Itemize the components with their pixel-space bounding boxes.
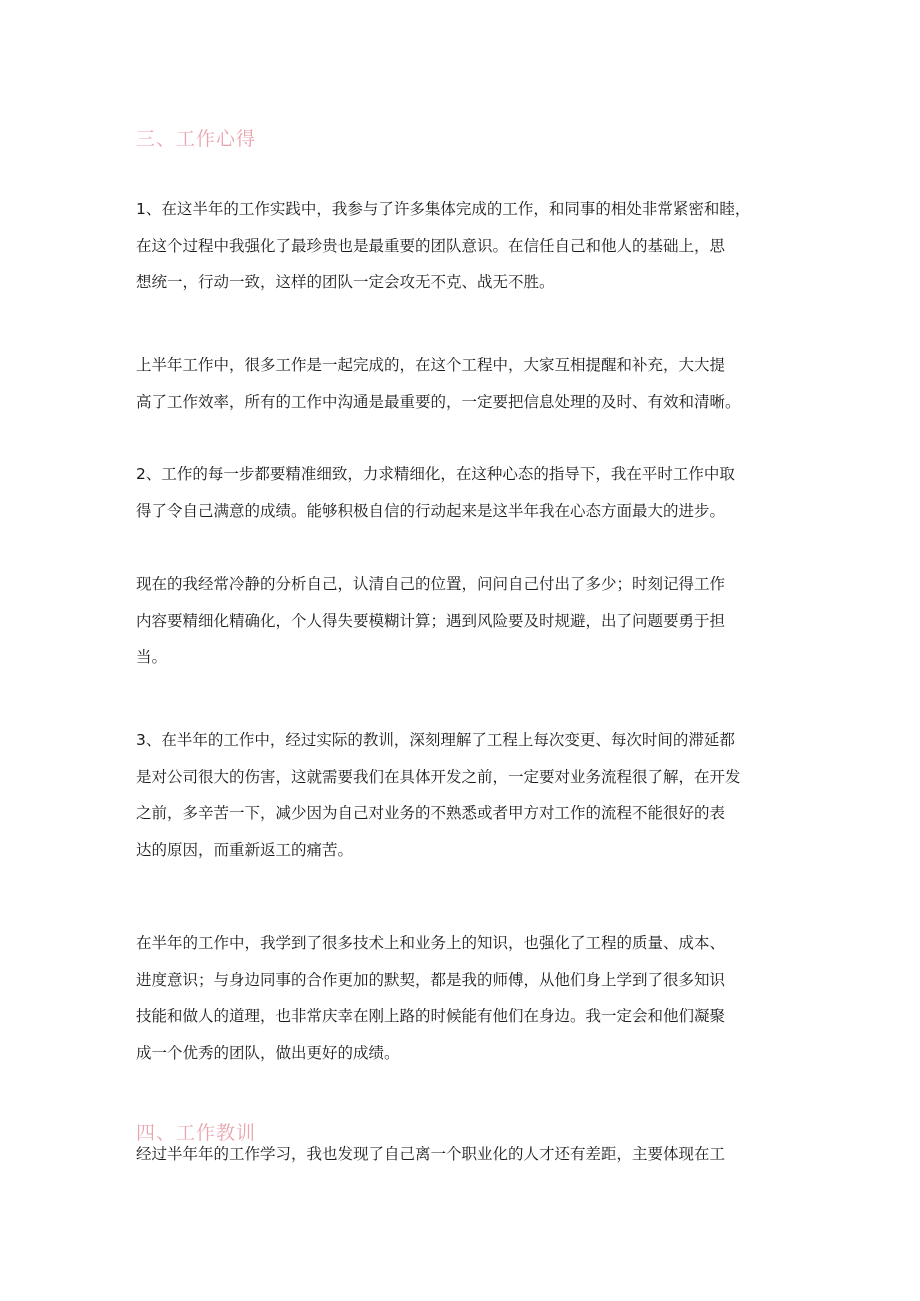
paragraph-precision	[136, 456, 796, 529]
text-line: 内容要精细化精确化，个人得失要模糊计算；遇到风险要及时规避，出了问题要勇于担	[136, 611, 726, 630]
text-line: 上半年工作中，很多工作是一起完成的，在这个工程中，大家互相提醒和补充，大大提	[136, 356, 726, 374]
text-line: 达的原因，而重新返工的痛苦。	[136, 840, 354, 859]
paragraph-learning	[136, 925, 796, 1071]
text-line: 现在的我经常冷静的分析自己，认清自己的位置，问问自己付出了多少；时刻记得工作	[136, 575, 726, 593]
paragraph-self-analysis	[136, 566, 796, 676]
text-line: 3、在半年的工作中，经过实际的教训，深刻理解了工程上每次变更、每次时间的滞延都	[136, 731, 735, 749]
text-line: 技能和做人的道理，也非常庆幸在刚上路的时候能有他们在身边。我一定会和他们凝聚	[136, 1007, 726, 1025]
text-line: 经过半年年的工作学习，我也发现了自己离一个职业化的人才还有差距，主要体现在工	[136, 1145, 726, 1163]
paragraph-teamwork	[136, 191, 796, 301]
text-line: 在半年的工作中，我学到了很多技术上和业务上的知识，也强化了工程的质量、成本、	[136, 934, 726, 952]
text-line: 进度意识；与身边同事的合作更加的默契，都是我的师傅，从他们身上学到了很多知识	[136, 970, 726, 989]
text-line: 高了工作效率，所有的工作中沟通是最重要的，一定要把信息处理的及时、有效和清晰。	[136, 392, 741, 411]
text-line: 得了令自己满意的成绩。能够积极自信的行动起来是这半年我在心态方面最大的进步。	[136, 501, 726, 520]
text-line: 成一个优秀的团队，做出更好的成绩。	[136, 1043, 400, 1062]
section-title-work-lessons: 四、工作教训	[136, 1122, 257, 1144]
text-line: 想统一，行动一致，这样的团队一定会攻无不克、战无不胜。	[136, 273, 555, 291]
text-line: 在这个过程中我强化了最珍贵也是最重要的团队意识。在信任自己和他人的基础上，思	[136, 236, 726, 255]
paragraph-lessons	[136, 722, 796, 868]
paragraph-communication	[136, 347, 796, 420]
text-line: 是对公司很大的伤害，这就需要我们在具体开发之前，一定要对业务流程很了解，在开发	[136, 767, 741, 786]
section-title-work-insights: 三、工作心得	[136, 128, 257, 150]
text-line: 当。	[136, 648, 168, 666]
paragraph-career-gap	[136, 1136, 796, 1173]
text-line: 1、在这半年的工作实践中，我参与了许多集体完成的工作，和同事的相处非常紧密和睦，	[136, 200, 751, 218]
text-line: 2、工作的每一步都要精准细致，力求精细化，在这种心态的指导下，我在平时工作中取	[136, 465, 735, 483]
text-line: 之前，多辛苦一下，减少因为自己对业务的不熟悉或者甲方对工作的流程不能很好的表	[136, 804, 726, 822]
